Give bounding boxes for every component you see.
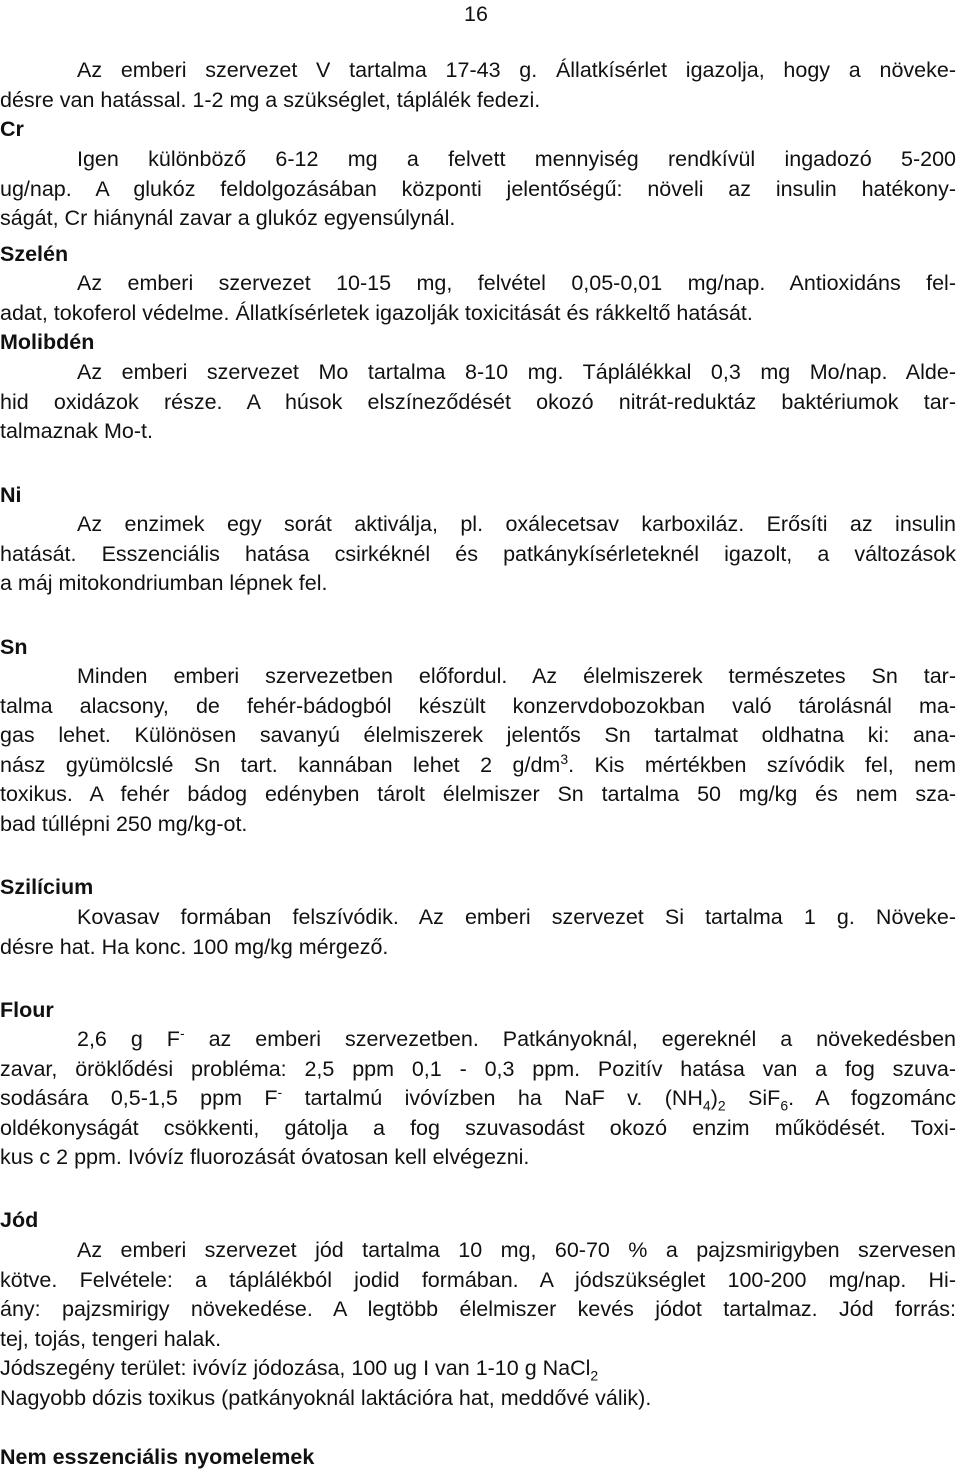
text-line: ug/nap. A glukóz feldolgozásában központi jelentőségű: növeli az insulin hatékony- [0,176,956,201]
paragraph [0,56,956,115]
text-line: sodására 0,5-1,5 ppm F- tartalmú ivóvízben ha NaF v. $(NH_4)_2$ SiF$_6$. A fogzománc [0,1084,956,1114]
text-line: Az emberi szervezet Mo tartalma 8-10 mg. Táplálékkal 0,3 mg Mo/nap. Alde- [77,360,956,384]
text-line: Az enzimek egy sorát aktiválja, pl. oxálecetsav karboxiláz. Erősíti az insulin [77,512,956,536]
text-line: talma alacsony, de fehér-bádogból készült konzervdobozokban való tárolásnál ma- [0,693,956,718]
section-heading: Szilícium [0,875,94,899]
text-line: ány: pajzsmirigy növekedése. A legtöbb élelmiszer kevés jódot tartalmaz. Jód forrás: [0,1297,956,1322]
section-heading: Ni [0,483,22,507]
section-heading: Cr [0,117,24,141]
paragraph [0,1236,956,1414]
text-line: a máj mitokondriumban lépnek fel. [0,571,328,596]
text-line: Az emberi szervezet jód tartalma 10 mg, 60-70 % a pajzsmirigyben szervesen [77,1238,956,1262]
text-line: hid oxidázok része. A húsok elszíneződését okozó nitrát-reduktáz baktériumok tar- [0,389,956,414]
text-line: désre van hatással. 1-2 mg a szükséglet, táplálék fedezi. [0,87,541,112]
paragraph [0,1025,956,1173]
section-heading: Molibdén [0,330,95,354]
text-line: Az emberi szervezet V tartalma 17-43 g. Állatkísérlet igazolja, hogy a növeke- [77,58,956,82]
text-line: Jódszegény terület: ivóvíz jódozása, 100 ug I van 1-10 g NaCl$_2$ [0,1356,599,1384]
section-heading: Szelén [0,242,69,266]
text-line: nász gyümölcslé Sn tart. kannában lehet 2 $g/dm^3$. Kis mértékben szívódik fel, nem [0,750,956,777]
text-line: Minden emberi szervezetben előfordul. Az élelmiszerek természetes Sn tar- [77,664,956,688]
text-line: hatását. Esszenciális hatása csirkéknél és patkánykísérleteknél igazolt, a változások [0,541,956,566]
paragraph [0,358,956,447]
paragraph [0,903,956,962]
paragraph [0,269,956,328]
section-heading: Jód [0,1208,39,1232]
text-line: désre hat. Ha konc. 100 mg/kg mérgező. [0,934,389,959]
paragraph [0,145,956,234]
text-line: ságát, Cr hiánynál zavar a glukóz egyensúlynál. [0,206,456,231]
text-line: Nagyobb dózis toxikus (patkányoknál laktációra hat, meddővé válik). [0,1385,652,1410]
text-line: Az emberi szervezet 10-15 mg, felvétel 0,05-0,01 mg/nap. Antioxidáns fel- [77,271,956,295]
text-line: kus c 2 ppm. Ivóvíz fluorozását óvatosan kell elvégezni. [0,1145,530,1170]
text-line: Igen különböző 6-12 mg a felvett mennyiség rendkívül ingadozó 5-200 [77,147,956,171]
text-line: talmaznak Mo-t. [0,419,153,444]
text-line: tej, tojás, tengeri halak. [0,1326,222,1351]
text-line: toxikus. A fehér bádog edényben tárolt élelmiszer Sn tartalma 50 mg/kg és nem sza- [0,782,956,807]
text-line: Kovasav formában felszívódik. Az emberi szervezet Si tartalma 1 g. Növeke- [77,905,956,929]
section-heading: Sn [0,635,28,659]
section-heading: Nem esszenciális nyomelemek [0,1445,315,1469]
paragraph [0,662,956,840]
text-line: adat, tokoferol védelme. Állatkísérletek igazolják toxicitását és rákkeltő hatását. [0,300,753,325]
text-line: kötve. Felvétele: a táplálékból jodid formában. A jódszükséglet 100-200 mg/nap. Hi- [0,1267,956,1292]
text-line: gas lehet. Különösen savanyú élelmiszerek jelentős Sn tartalmat oldhatna ki: ana- [0,723,956,748]
text-line: 2,6 g F- az emberi szervezetben. Patkányoknál, egereknél a növekedésben [77,1024,956,1051]
section-heading: Flour [0,998,54,1022]
text-line: bad túllépni 250 mg/kg-ot. [0,811,248,836]
page-number: 16 [464,2,488,26]
paragraph [0,510,956,599]
text-line: oldékonyságát csökkenti, gátolja a fog szuvasodást okozó enzim működését. Toxi- [0,1115,956,1140]
text-line: zavar, öröklődési probléma: 2,5 ppm 0,1 - 0,3 ppm. Pozitív hatása van a fog szuva- [0,1056,956,1081]
